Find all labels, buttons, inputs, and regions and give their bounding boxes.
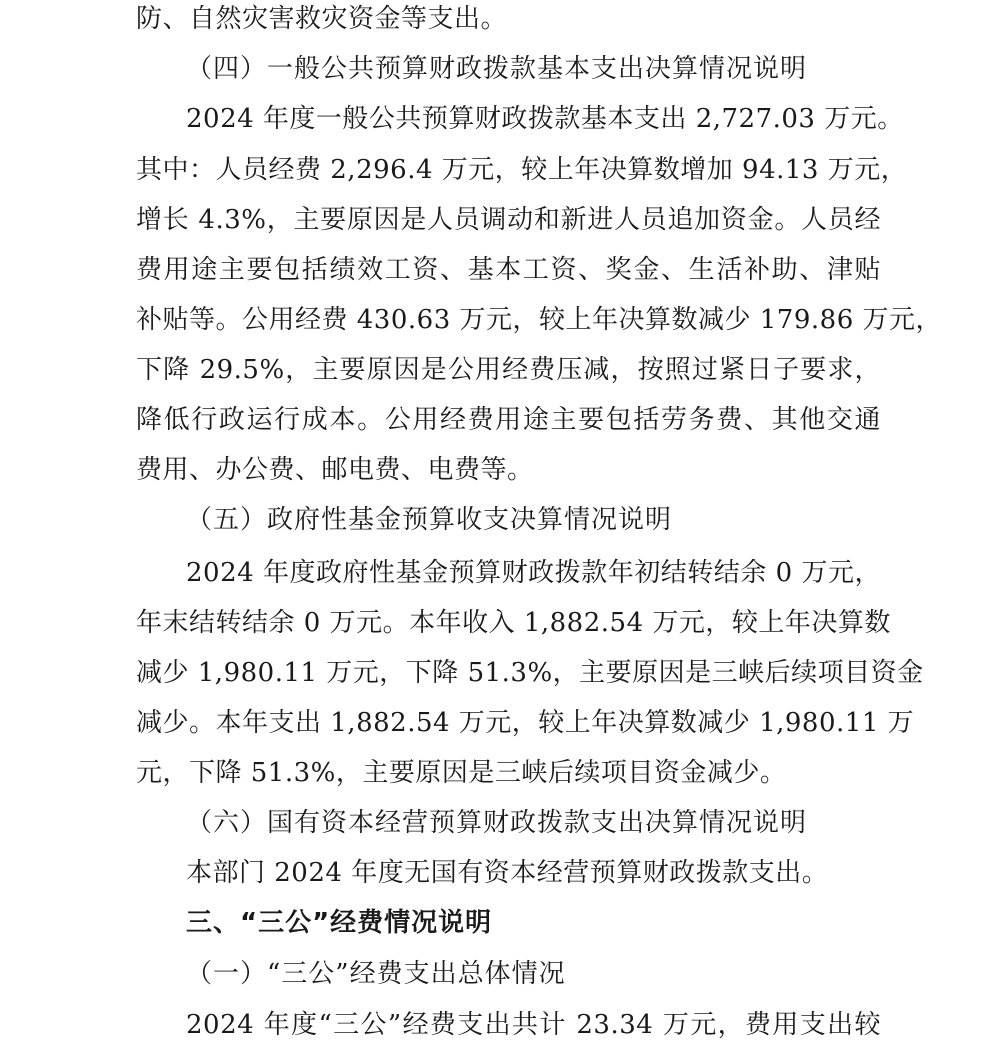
paragraph-line: 2024 年度“三公”经费支出共计 23.34 万元，费用支出较 bbox=[186, 1010, 881, 1040]
paragraph-line: 2024 年度一般公共预算财政拨款基本支出 2,727.03 万元。 bbox=[186, 104, 904, 134]
section-heading-6: （六）国有资本经营预算财政拨款支出决算情况说明 bbox=[186, 808, 808, 838]
paragraph-line: 防、自然灾害救灾资金等支出。 bbox=[136, 4, 508, 34]
paragraph-line: 减少 1,980.11 万元，下降 51.3%，主要原因是三峡后续项目资金 bbox=[136, 658, 924, 688]
section-heading-5: （五）政府性基金预算收支决算情况说明 bbox=[186, 505, 673, 535]
paragraph-line: 补贴等。公用经费 430.63 万元，较上年决算数减少 179.86 万元， bbox=[136, 305, 943, 335]
paragraph-line: 费用途主要包括绩效工资、基本工资、奖金、生活补助、津贴 bbox=[136, 255, 881, 285]
paragraph-line: 增长 4.3%，主要原因是人员调动和新进人员追加资金。人员经 bbox=[136, 205, 881, 235]
paragraph-line: 费用、办公费、邮电费、电费等。 bbox=[136, 455, 534, 485]
chapter-heading-3: 三、“三公”经费情况说明 bbox=[186, 908, 493, 938]
section-heading-1: （一）“三公”经费支出总体情况 bbox=[186, 959, 566, 989]
paragraph-line: 元，下降 51.3%，主要原因是三峡后续项目资金减少。 bbox=[136, 758, 787, 788]
paragraph-line: 2024 年度政府性基金预算财政拨款年初结转结余 0 万元， bbox=[186, 558, 881, 588]
paragraph-line: 降低行政运行成本。公用经费用途主要包括劳务费、其他交通 bbox=[136, 405, 881, 435]
paragraph-line: 年末结转结余 0 万元。本年收入 1,882.54 万元，较上年决算数 bbox=[136, 608, 891, 638]
paragraph-line: 下降 29.5%，主要原因是公用经费压减，按照过紧日子要求， bbox=[136, 355, 881, 385]
paragraph-line: 其中：人员经费 2,296.4 万元，较上年决算数增加 94.13 万元， bbox=[136, 155, 908, 185]
paragraph-line: 本部门 2024 年度无国有资本经营预算财政拨款支出。 bbox=[186, 858, 829, 888]
paragraph-line: 减少。本年支出 1,882.54 万元，较上年决算数减少 1,980.11 万 bbox=[136, 708, 915, 738]
section-heading-4: （四）一般公共预算财政拨款基本支出决算情况说明 bbox=[186, 54, 808, 84]
